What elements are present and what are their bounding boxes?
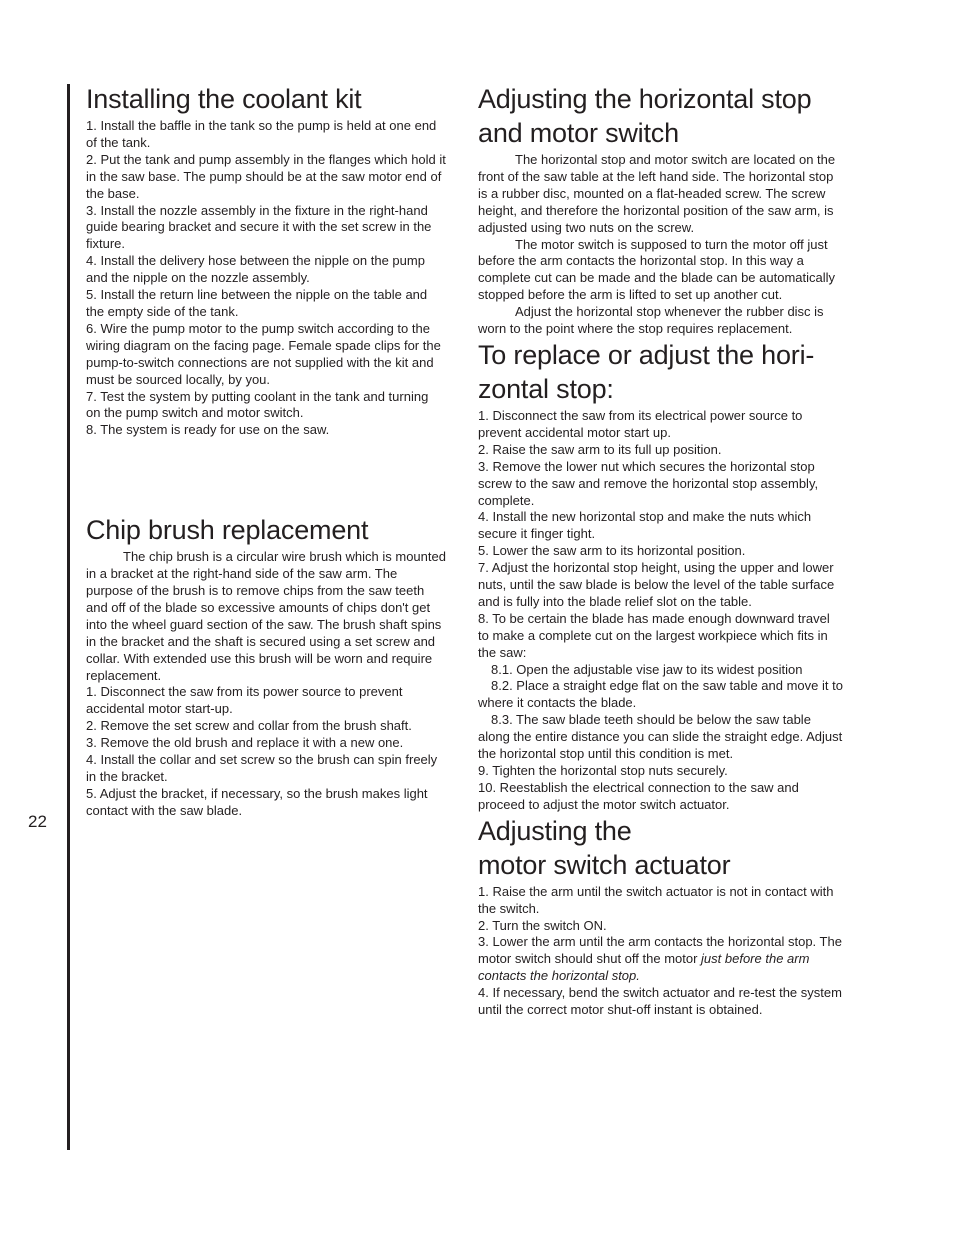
replace-stop-heading <box>478 338 844 406</box>
horizontal-stop-paragraph: The horizontal stop and motor switch are located on the front of the saw table at the left hand side. The horizontal stop is a rubber disc, mounted on a flat-headed screw. The screw height, and therefore the horizontal position of the saw arm, is adjusted using two nuts on the screw. <box>478 152 836 235</box>
actuator-section <box>478 814 844 1019</box>
chip-brush-step: 5. Adjust the bracket, if necessary, so the brush makes light contact with the saw blade. <box>86 785 428 818</box>
actuator-step: 4. If necessary, bend the switch actuator and re-test the system until the correct motor shut-off instant is obtained. <box>478 985 842 1018</box>
coolant-step: 8. The system is ready for use on the saw. <box>86 422 330 438</box>
coolant-step: 7. Test the system by putting coolant in the tank and turning on the pump switch and motor switch. <box>86 388 429 421</box>
chip-brush-step: 2. Remove the set screw and collar from the brush shaft. <box>86 718 412 734</box>
left-column <box>86 82 446 820</box>
actuator-heading <box>478 814 844 882</box>
replace-stop-substep: 8.2. Place a straight edge flat on the saw table and move it to where it contacts the blade. <box>478 678 843 711</box>
heading-line: Adjusting the <box>478 815 632 846</box>
coolant-step: 3. Install the nozzle assembly in the fixture in the right-hand guide bearing bracket and secure it with the set screw in the fixture. <box>86 202 432 252</box>
horizontal-stop-paragraph: Adjust the horizontal stop whenever the rubber disc is worn to the point where the stop requires replacement. <box>478 304 824 337</box>
coolant-heading: Installing the coolant kit <box>86 84 362 114</box>
heading-line: motor switch actuator <box>478 849 731 880</box>
replace-stop-substep: 8.1. Open the adjustable vise jaw to its widest position <box>491 661 803 677</box>
coolant-step: 6. Wire the pump motor to the pump switch according to the wiring diagram on the facing page. Female spade clips for the pump-to-switch connections are not supplied with the kit and must be sourced locally, by you. <box>86 320 441 387</box>
actuator-step <box>478 934 844 985</box>
chip-brush-section <box>86 513 446 820</box>
coolant-step: 4. Install the delivery hose between the nipple on the pump and the nipple on the nozzle assembly. <box>86 253 425 286</box>
coolant-section <box>86 82 446 439</box>
replace-stop-step: 5. Lower the saw arm to its horizontal position. <box>478 543 746 559</box>
replace-stop-step: 9. Tighten the horizontal stop nuts securely. <box>478 763 728 778</box>
actuator-step: 1. Raise the arm until the switch actuator is not in contact with the switch. <box>478 883 834 916</box>
chip-brush-heading: Chip brush replacement <box>86 515 369 546</box>
horizontal-stop-paragraph: The motor switch is supposed to turn the motor off just before the arm contacts the horizontal stop. In this way a complete cut can be made and the blade can be automatically stopped before the arm is lifted to set up another cut. <box>478 236 836 303</box>
right-column <box>478 82 844 1019</box>
section-spacer <box>86 439 446 513</box>
actuator-step-emphasis: just before the arm contacts the horizontal stop. <box>478 951 810 984</box>
heading-line: To replace or adjust the hori- <box>478 339 815 370</box>
horizontal-stop-section <box>478 82 844 338</box>
chip-brush-step: 3. Remove the old brush and replace it with a new one. <box>86 735 404 751</box>
replace-stop-section <box>478 338 844 814</box>
heading-line: Adjusting the horizontal stop <box>478 84 812 114</box>
actuator-step: 2. Turn the switch ON. <box>478 917 607 933</box>
chip-brush-step: 1. Disconnect the saw from its power source to prevent accidental motor start-up. <box>86 684 403 717</box>
page-number: 22 <box>28 812 47 831</box>
horizontal-stop-heading <box>478 82 844 150</box>
actuator-step-text: 3. Lower the arm until the arm contacts the horizontal stop. The motor switch should shut off the motor <box>478 934 842 967</box>
heading-line: zontal stop: <box>478 373 614 404</box>
replace-stop-step: 10. Reestablish the electrical connection to the saw and proceed to adjust the motor switch actuator. <box>478 779 799 812</box>
replace-stop-substep: 8.3. The saw blade teeth should be below the saw table along the entire distance you can slide the straight edge. Adjust the horizontal stop until this condition is met. <box>478 712 843 762</box>
replace-stop-step: 4. Install the new horizontal stop and make the nuts which secure it finger tight. <box>478 509 812 542</box>
replace-stop-step: 3. Remove the lower nut which secures the horizontal stop screw to the saw and remove the horizontal stop assembly, complete. <box>478 458 819 508</box>
chip-brush-intro: The chip brush is a circular wire brush which is mounted in a bracket at the right-hand side of the saw arm. The purpose of the brush is to remove chips from the saw teeth and off of the blade so excessive amounts of chips don't get into the wheel guard section of the saw. The brush shaft spins in the bracket and the shaft is secured using a set screw and collar. With extended use this brush will be worn and require replacement. <box>86 549 446 683</box>
replace-stop-step: 2. Raise the saw arm to its full up position. <box>478 441 722 457</box>
coolant-step: 1. Install the baffle in the tank so the pump is held at one end of the tank. <box>86 118 437 150</box>
replace-stop-step: 8. To be certain the blade has made enough downward travel to make a complete cut on the largest workpiece which fits in the saw: <box>478 610 830 660</box>
margin-rule <box>67 84 70 1150</box>
coolant-step: 2. Put the tank and pump assembly in the flanges which hold it in the saw base. The pump should be at the saw motor end of the base. <box>86 151 446 201</box>
coolant-step: 5. Install the return line between the nipple on the table and the empty side of the tank. <box>86 287 428 319</box>
chip-brush-step: 4. Install the collar and set screw so the brush can spin freely in the bracket. <box>86 752 438 784</box>
replace-stop-step: 7. Adjust the horizontal stop height, using the upper and lower nuts, until the saw blade is below the level of the table surface and is fully into the blade relief slot on the table. <box>478 560 835 609</box>
replace-stop-step: 1. Disconnect the saw from its electrical power source to prevent accidental motor start up. <box>478 407 803 440</box>
heading-line: and motor switch <box>478 118 679 148</box>
